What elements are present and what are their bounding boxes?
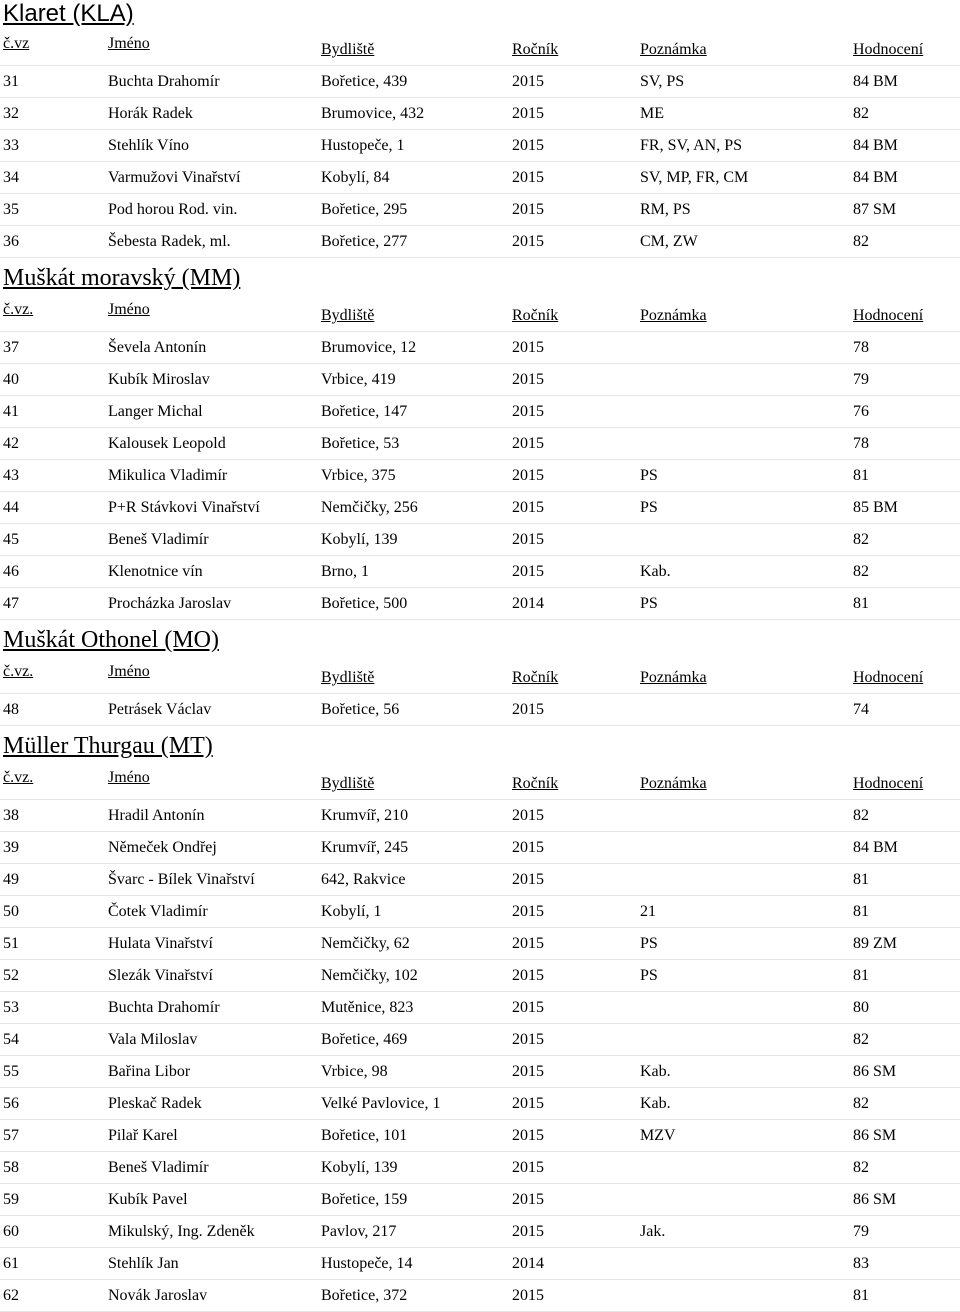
cell-sample-number: 49 (3, 871, 19, 888)
cell-residence: Vrbice, 375 (321, 467, 396, 484)
cell-vintage: 2014 (512, 595, 544, 612)
table-row (0, 864, 960, 896)
cell-residence: Nemčičky, 256 (321, 499, 418, 516)
cell-vintage: 2015 (512, 403, 544, 420)
section-title-klaret: Klaret (KLA) (3, 0, 134, 27)
cell-sample-number: 52 (3, 967, 19, 984)
cell-name: Čotek Vladimír (108, 903, 208, 920)
cell-name: Němeček Ondřej (108, 839, 217, 856)
header-rating: Hodnocení (853, 307, 924, 324)
table-row (0, 556, 960, 588)
cell-vintage: 2015 (512, 839, 544, 856)
cell-vintage: 2015 (512, 73, 544, 90)
cell-sample-number: 47 (3, 595, 19, 612)
cell-name: Varmužovi Vinařství (108, 169, 241, 186)
cell-name: Slezák Vinařství (108, 967, 213, 984)
cell-vintage: 2014 (512, 1255, 544, 1272)
cell-vintage: 2015 (512, 467, 544, 484)
table-row (0, 332, 960, 364)
cell-rating: 84 BM (853, 169, 898, 186)
cell-vintage: 2015 (512, 807, 544, 824)
cell-note: PS (640, 595, 658, 612)
cell-rating: 74 (853, 701, 869, 718)
cell-sample-number: 48 (3, 701, 19, 718)
cell-note: PS (640, 499, 658, 516)
cell-rating: 82 (853, 105, 869, 122)
cell-rating: 86 SM (853, 1127, 897, 1144)
cell-rating: 81 (853, 967, 869, 984)
cell-residence: Vrbice, 419 (321, 371, 396, 388)
cell-vintage: 2015 (512, 1063, 544, 1080)
table-row (0, 460, 960, 492)
header-note: Poznámka (640, 669, 707, 686)
cell-note: SV, PS (640, 73, 685, 90)
table-row (0, 98, 960, 130)
cell-note: SV, MP, FR, CM (640, 169, 749, 186)
cell-rating: 82 (853, 807, 869, 824)
cell-name: Kubík Miroslav (108, 371, 210, 388)
cell-name: P+R Stávkovi Vinařství (108, 499, 260, 516)
table-header (0, 768, 960, 800)
cell-name: Hradil Antonín (108, 807, 205, 824)
cell-name: Ševela Antonín (108, 339, 207, 356)
cell-name: Mikulský, Ing. Zdeněk (108, 1223, 255, 1240)
header-sample-number: č.vz. (3, 769, 34, 786)
cell-sample-number: 41 (3, 403, 19, 420)
cell-sample-number: 37 (3, 339, 19, 356)
header-name: Jméno (108, 769, 150, 786)
cell-vintage: 2015 (512, 233, 544, 250)
cell-residence: Kobylí, 1 (321, 903, 382, 920)
cell-note: PS (640, 935, 658, 952)
cell-note: Jak. (640, 1223, 666, 1240)
cell-name: Langer Michal (108, 403, 203, 420)
cell-residence: Hustopeče, 1 (321, 137, 405, 154)
header-residence: Bydliště (321, 669, 375, 686)
table-row (0, 1184, 960, 1216)
cell-name: Petrásek Václav (108, 701, 212, 718)
cell-note: Kab. (640, 563, 671, 580)
cell-rating: 82 (853, 1031, 869, 1048)
section-title-muller-thurgau: Müller Thurgau (MT) (3, 733, 213, 759)
cell-name: Klenotnice vín (108, 563, 203, 580)
cell-residence: Bořetice, 439 (321, 73, 408, 90)
cell-residence: Vrbice, 98 (321, 1063, 388, 1080)
table-row (0, 1120, 960, 1152)
cell-sample-number: 42 (3, 435, 19, 452)
cell-vintage: 2015 (512, 1223, 544, 1240)
cell-name: Beneš Vladimír (108, 531, 209, 548)
cell-vintage: 2015 (512, 531, 544, 548)
table-row (0, 66, 960, 98)
cell-note: FR, SV, AN, PS (640, 137, 742, 154)
table-row (0, 524, 960, 556)
cell-vintage: 2015 (512, 137, 544, 154)
cell-sample-number: 53 (3, 999, 19, 1016)
cell-rating: 81 (853, 467, 869, 484)
cell-rating: 78 (853, 435, 869, 452)
cell-note: Kab. (640, 1095, 671, 1112)
cell-rating: 80 (853, 999, 869, 1016)
cell-sample-number: 51 (3, 935, 19, 952)
cell-name: Pilař Karel (108, 1127, 178, 1144)
table-row (0, 992, 960, 1024)
cell-vintage: 2015 (512, 1095, 544, 1112)
cell-name: Mikulica Vladimír (108, 467, 228, 484)
cell-name: Pleskač Radek (108, 1095, 202, 1112)
cell-rating: 85 BM (853, 499, 898, 516)
cell-residence: Hustopeče, 14 (321, 1255, 413, 1272)
table-row (0, 226, 960, 258)
cell-rating: 87 SM (853, 201, 897, 218)
cell-residence: Kobylí, 84 (321, 169, 390, 186)
cell-name: Bařina Libor (108, 1063, 191, 1080)
cell-vintage: 2015 (512, 701, 544, 718)
cell-vintage: 2015 (512, 1159, 544, 1176)
cell-vintage: 2015 (512, 371, 544, 388)
cell-rating: 84 BM (853, 73, 898, 90)
cell-residence: Bořetice, 101 (321, 1127, 408, 1144)
cell-rating: 76 (853, 403, 869, 420)
cell-rating: 82 (853, 1159, 869, 1176)
cell-residence: Bořetice, 277 (321, 233, 408, 250)
cell-vintage: 2015 (512, 1287, 544, 1304)
cell-residence: Pavlov, 217 (321, 1223, 397, 1240)
table-row (0, 364, 960, 396)
cell-vintage: 2015 (512, 435, 544, 452)
cell-vintage: 2015 (512, 871, 544, 888)
cell-note: CM, ZW (640, 233, 698, 250)
cell-sample-number: 39 (3, 839, 19, 856)
cell-sample-number: 55 (3, 1063, 19, 1080)
cell-sample-number: 46 (3, 563, 19, 580)
header-vintage: Ročník (512, 775, 559, 792)
cell-residence: Bořetice, 295 (321, 201, 408, 218)
cell-vintage: 2015 (512, 499, 544, 516)
header-note: Poznámka (640, 41, 707, 58)
header-vintage: Ročník (512, 669, 559, 686)
cell-note: PS (640, 467, 658, 484)
cell-vintage: 2015 (512, 935, 544, 952)
table-row (0, 396, 960, 428)
cell-sample-number: 59 (3, 1191, 19, 1208)
cell-rating: 86 SM (853, 1063, 897, 1080)
cell-residence: Mutěnice, 823 (321, 999, 414, 1016)
cell-residence: Bořetice, 159 (321, 1191, 408, 1208)
table-header (0, 34, 960, 66)
header-sample-number: č.vz. (3, 301, 34, 318)
cell-name: Pod horou Rod. vin. (108, 201, 238, 218)
cell-name: Stehlík Jan (108, 1255, 179, 1272)
cell-vintage: 2015 (512, 967, 544, 984)
cell-name: Novák Jaroslav (108, 1287, 208, 1304)
cell-sample-number: 34 (3, 169, 19, 186)
cell-rating: 81 (853, 903, 869, 920)
header-rating: Hodnocení (853, 775, 924, 792)
cell-name: Kalousek Leopold (108, 435, 226, 452)
cell-sample-number: 36 (3, 233, 19, 250)
header-vintage: Ročník (512, 307, 559, 324)
cell-name: Šebesta Radek, ml. (108, 233, 231, 250)
header-note: Poznámka (640, 307, 707, 324)
cell-rating: 82 (853, 233, 869, 250)
table-row (0, 130, 960, 162)
table-row (0, 960, 960, 992)
cell-residence: Nemčičky, 62 (321, 935, 410, 952)
cell-name: Vala Miloslav (108, 1031, 198, 1048)
cell-note: PS (640, 967, 658, 984)
table-row (0, 1216, 960, 1248)
table-row (0, 832, 960, 864)
section-title-muskat-othonel: Muškát Othonel (MO) (3, 627, 219, 653)
cell-note: 21 (640, 903, 656, 920)
table-row (0, 1024, 960, 1056)
cell-sample-number: 40 (3, 371, 19, 388)
cell-rating: 81 (853, 871, 869, 888)
cell-rating: 79 (853, 1223, 869, 1240)
header-rating: Hodnocení (853, 41, 924, 58)
cell-sample-number: 43 (3, 467, 19, 484)
cell-rating: 86 SM (853, 1191, 897, 1208)
cell-residence: Bořetice, 147 (321, 403, 408, 420)
cell-sample-number: 58 (3, 1159, 19, 1176)
header-sample-number: č.vz. (3, 663, 34, 680)
cell-vintage: 2015 (512, 563, 544, 580)
header-sample-number: č.vz (3, 35, 30, 52)
cell-sample-number: 35 (3, 201, 19, 218)
cell-name: Kubík Pavel (108, 1191, 188, 1208)
cell-sample-number: 38 (3, 807, 19, 824)
cell-sample-number: 33 (3, 137, 19, 154)
table-row (0, 1280, 960, 1312)
cell-rating: 81 (853, 595, 869, 612)
cell-residence: Brno, 1 (321, 563, 369, 580)
cell-residence: Krumvíř, 210 (321, 807, 409, 824)
table-row (0, 896, 960, 928)
cell-vintage: 2015 (512, 903, 544, 920)
cell-residence: Brumovice, 12 (321, 339, 417, 356)
cell-sample-number: 44 (3, 499, 19, 516)
table-header (0, 662, 960, 694)
cell-vintage: 2015 (512, 201, 544, 218)
table-header (0, 300, 960, 332)
cell-rating: 82 (853, 1095, 869, 1112)
table-row (0, 1152, 960, 1184)
cell-name: Procházka Jaroslav (108, 595, 232, 612)
cell-rating: 84 BM (853, 839, 898, 856)
table-row (0, 800, 960, 832)
cell-rating: 81 (853, 1287, 869, 1304)
cell-name: Stehlík Víno (108, 137, 190, 154)
cell-vintage: 2015 (512, 1191, 544, 1208)
table-row (0, 694, 960, 726)
cell-residence: Kobylí, 139 (321, 531, 398, 548)
table-row (0, 492, 960, 524)
table-row (0, 588, 960, 620)
cell-sample-number: 56 (3, 1095, 19, 1112)
cell-residence: Velké Pavlovice, 1 (321, 1095, 441, 1112)
cell-note: Kab. (640, 1063, 671, 1080)
cell-sample-number: 54 (3, 1031, 19, 1048)
cell-sample-number: 61 (3, 1255, 19, 1272)
header-rating: Hodnocení (853, 669, 924, 686)
cell-sample-number: 45 (3, 531, 19, 548)
table-row (0, 162, 960, 194)
table-row (0, 1056, 960, 1088)
cell-residence: Kobylí, 139 (321, 1159, 398, 1176)
cell-rating: 89 ZM (853, 935, 897, 952)
cell-residence: Bořetice, 469 (321, 1031, 408, 1048)
cell-rating: 83 (853, 1255, 869, 1272)
header-name: Jméno (108, 663, 150, 680)
table-row (0, 1248, 960, 1280)
table-row (0, 928, 960, 960)
cell-sample-number: 62 (3, 1287, 19, 1304)
cell-residence: Bořetice, 56 (321, 701, 400, 718)
cell-rating: 82 (853, 563, 869, 580)
cell-sample-number: 50 (3, 903, 19, 920)
header-name: Jméno (108, 35, 150, 52)
cell-residence: Brumovice, 432 (321, 105, 425, 122)
cell-sample-number: 31 (3, 73, 19, 90)
cell-sample-number: 57 (3, 1127, 19, 1144)
cell-rating: 79 (853, 371, 869, 388)
section-title-muskat-moravsky: Muškát moravský (MM) (3, 265, 241, 291)
cell-name: Buchta Drahomír (108, 999, 220, 1016)
cell-vintage: 2015 (512, 1127, 544, 1144)
table-row (0, 428, 960, 460)
header-vintage: Ročník (512, 41, 559, 58)
cell-name: Buchta Drahomír (108, 73, 220, 90)
cell-residence: Nemčičky, 102 (321, 967, 418, 984)
cell-name: Horák Radek (108, 105, 193, 122)
table-row (0, 194, 960, 226)
cell-note: ME (640, 105, 664, 122)
cell-rating: 84 BM (853, 137, 898, 154)
cell-note: RM, PS (640, 201, 691, 218)
header-residence: Bydliště (321, 775, 375, 792)
cell-vintage: 2015 (512, 105, 544, 122)
cell-residence: Bořetice, 500 (321, 595, 408, 612)
table-row (0, 1088, 960, 1120)
cell-note: MZV (640, 1127, 676, 1144)
cell-residence: Bořetice, 372 (321, 1287, 408, 1304)
cell-vintage: 2015 (512, 339, 544, 356)
cell-residence: Krumvíř, 245 (321, 839, 409, 856)
cell-name: Hulata Vinařství (108, 935, 213, 952)
cell-vintage: 2015 (512, 1031, 544, 1048)
header-note: Poznámka (640, 775, 707, 792)
header-residence: Bydliště (321, 41, 375, 58)
header-residence: Bydliště (321, 307, 375, 324)
cell-name: Beneš Vladimír (108, 1159, 209, 1176)
cell-name: Švarc - Bílek Vinařství (108, 871, 255, 888)
cell-vintage: 2015 (512, 999, 544, 1016)
cell-residence: 642, Rakvice (321, 871, 406, 888)
cell-residence: Bořetice, 53 (321, 435, 400, 452)
cell-rating: 82 (853, 531, 869, 548)
cell-vintage: 2015 (512, 169, 544, 186)
cell-sample-number: 60 (3, 1223, 19, 1240)
header-name: Jméno (108, 301, 150, 318)
cell-sample-number: 32 (3, 105, 19, 122)
cell-rating: 78 (853, 339, 869, 356)
